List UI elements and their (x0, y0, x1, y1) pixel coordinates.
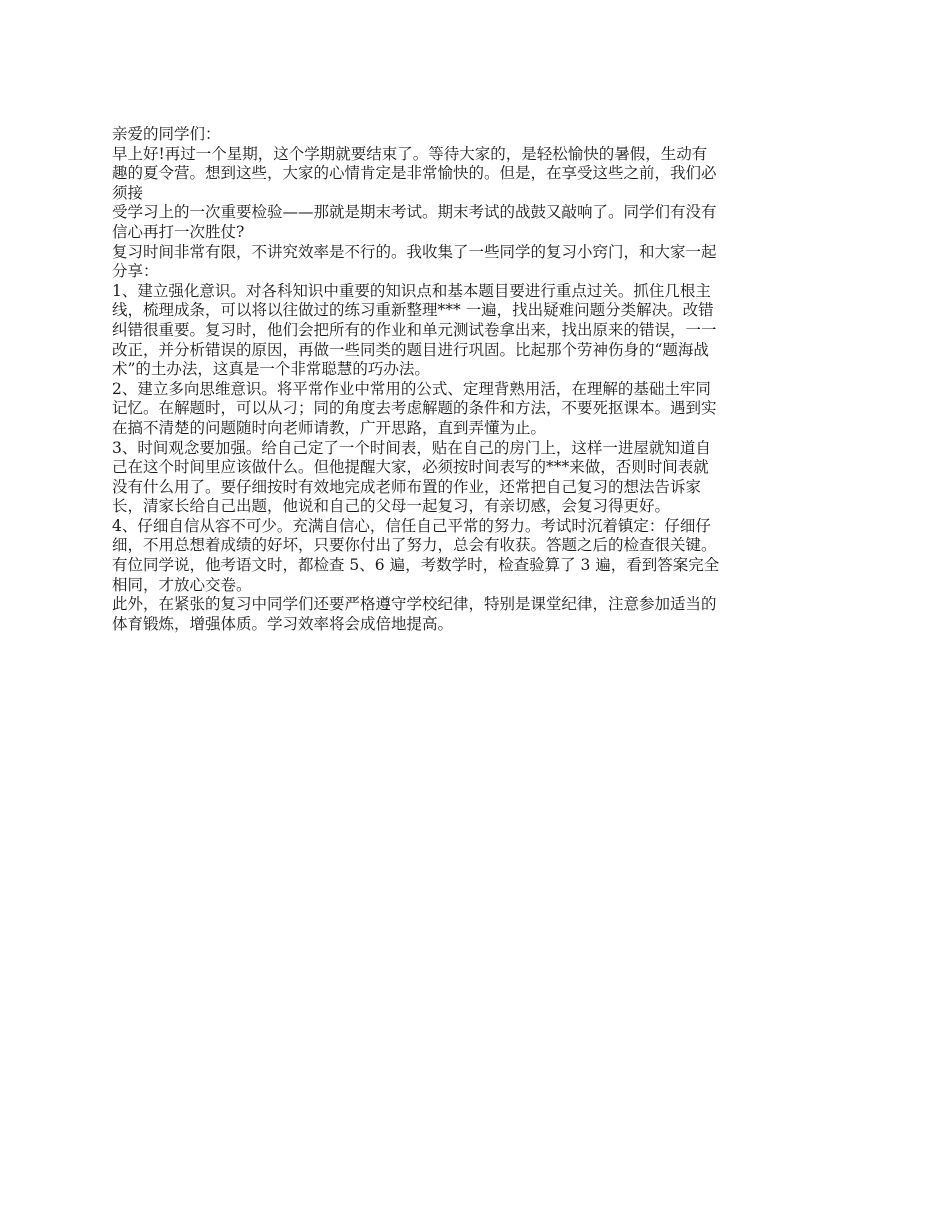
text-line: 1、建立强化意识。对各科知识中重要的知识点和基本题目要进行重点过关。抓住几根主 (112, 281, 711, 300)
text-line: 4、仔细自信从容不可少。充满自信心，信任自己平常的努力。考试时沉着镇定：仔细仔 (112, 516, 711, 535)
text-line: 须接 (112, 183, 144, 202)
salutation: 亲爱的同学们： (112, 125, 221, 143)
text-line: 术”的土办法，这真是一个非常聪慧的巧办法。 (112, 360, 430, 379)
text-line: 信心再打一次胜仗? (112, 222, 245, 241)
text-line: 体育锻炼，增强体质。学习效率将会成倍地提高。 (112, 614, 454, 633)
text-line: 2、建立多向思维意识。将平常作业中常用的公式、定理背熟用活，在理解的基础土牢同 (112, 379, 711, 398)
text-line: 没有什么用了。要仔细按时有效地完成老师布置的作业，还常把自己复习的想法告诉家 (112, 477, 702, 496)
text-line: 早上好!再过一个星期，这个学期就要结束了。等待大家的，是轻松愉快的暑假，生动有 (112, 144, 708, 163)
text-line: 长，清家长给自己出题，他说和自己的父母一起复习，有亲切感，会复习得更好。 (112, 497, 671, 516)
text-line: 改正，并分析错误的原因，再做一些同类的题目进行巩固。比起那个劳神伤身的“题海战 (112, 340, 709, 359)
text-line: 受学习上的一次重要检验——那就是期末考试。期末考试的战鼓又敲响了。同学们有没有 (112, 203, 717, 222)
text-line: 纠错很重要。复习时，他们会把所有的作业和单元测试卷拿出来，找出原来的错误，一一 (112, 320, 717, 339)
text-line: 在搞不清楚的问题随时向老师请教，广开思路，直到弄懂为止。 (112, 418, 547, 437)
document-body (112, 125, 842, 634)
text-line: 分享： (112, 262, 159, 281)
text-line: 记忆。在解题时，可以从刁；同的角度去考虑解题的条件和方法，不要死抠课本。遇到实 (112, 399, 717, 418)
text-line: 此外，在紧张的复习中同学们还要严格遵守学校纪律，特别是课堂纪律，注意参加适当的 (112, 595, 717, 614)
text-line: 细，不用总想着成绩的好坏，只要你付出了努力，总会有收获。答题之后的检查很关键。 (112, 536, 717, 555)
text-line: 有位同学说，他考语文时，都检查 5、6 遍，考数学时，检查验算了 3 遍，看到答案完全 (112, 556, 720, 575)
text-line: 线，梳理成条，可以将以往做过的练习重新整理*** 一遍，找出疑难问题分类解决。改错 (112, 301, 714, 320)
text-line: 趣的夏令营。想到这些，大家的心情肯定是非常愉快的。但是，在享受这些之前，我们必 (112, 164, 717, 183)
text-line: 3、时间观念要加强。给自己定了一个时间表，贴在自己的房门上，这样一进屋就知道自 (112, 438, 711, 457)
text-line: 己在这个时间里应该做什么。但他提醒大家，必须按时间表写的***来做，否则时间表就 (112, 458, 709, 477)
text-line: 相同，才放心交卷。 (112, 575, 252, 594)
text-line: 复习时间非常有限，不讲究效率是不行的。我收集了一些同学的复习小窍门，和大家一起 (112, 242, 717, 261)
